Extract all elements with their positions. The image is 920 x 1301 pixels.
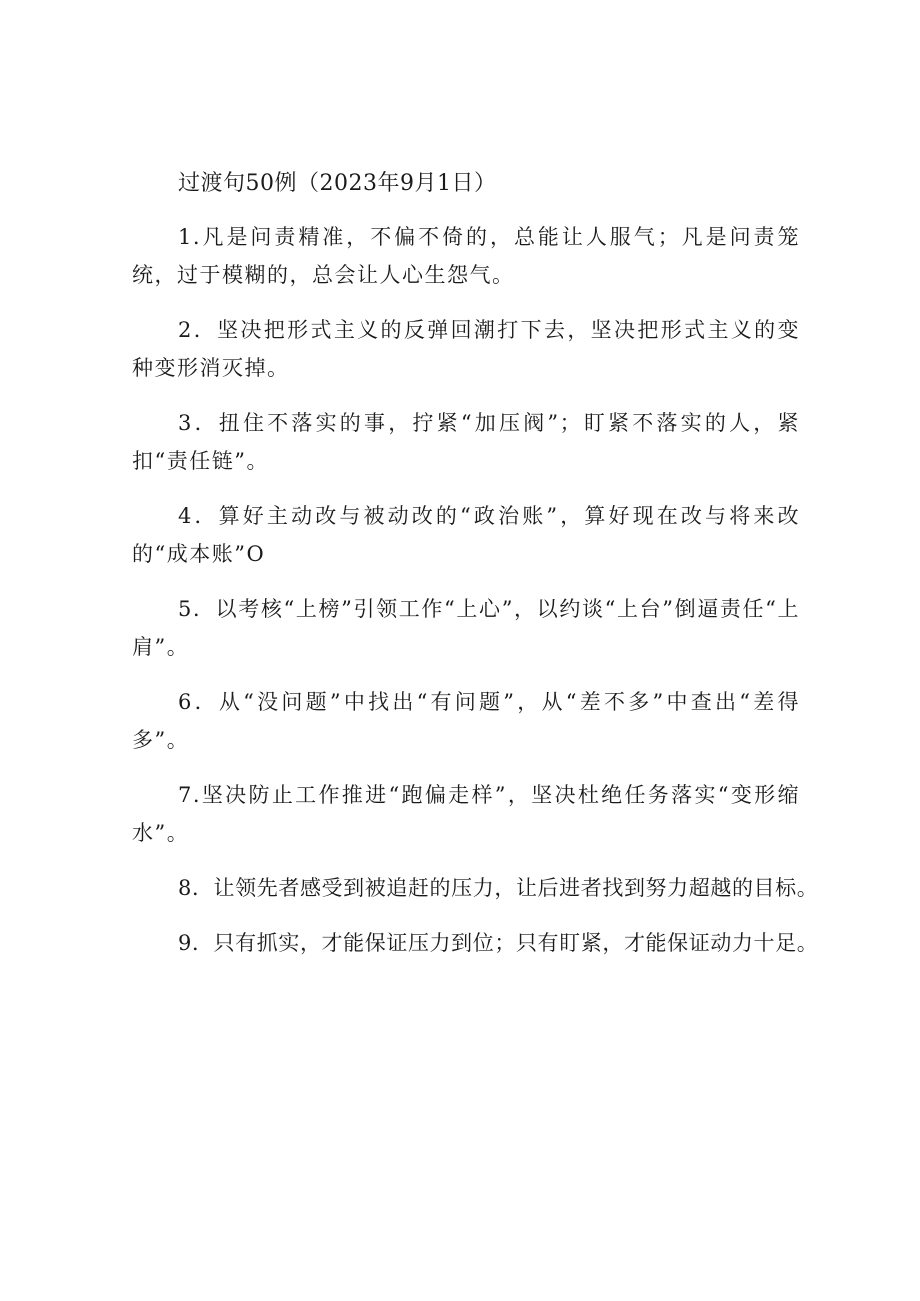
list-item: 4．算好主动改与被动改的“政治账”，算好现在改与将来改的“成本账”O [132, 504, 800, 566]
list-item: 6．从“没问题”中找出“有问题”，从“差不多”中查出“差得多”。 [132, 690, 800, 752]
item-list [132, 218, 819, 979]
list-item: 8．让领先者感受到被追赶的压力，让后进者找到努力超越的目标。 [178, 876, 819, 900]
list-item: 9．只有抓实，才能保证压力到位；只有盯紧，才能保证动力十足。 [178, 931, 819, 955]
list-item: 7.坚决防止工作推进“跑偏走样”，坚决杜绝任务落实“变形缩水”。 [132, 783, 800, 845]
list-item: 3．扭住不落实的事，拧紧“加压阀”；盯紧不落实的人，紧扣“责任链”。 [132, 411, 800, 473]
list-item: 5．以考核“上榜”引领工作“上心”，以约谈“上台”倒逼责任“上肩”。 [132, 597, 800, 659]
list-item: 2．坚决把形式主义的反弹回潮打下去，坚决把形式主义的变种变形消灭掉。 [132, 318, 800, 380]
document-title: 过渡句50例（2023年9月1日） [178, 171, 497, 196]
list-item: 1.凡是问责精准，不偏不倚的，总能让人服气；凡是问责笼统，过于模糊的，总会让人心生怨气。 [132, 225, 800, 287]
